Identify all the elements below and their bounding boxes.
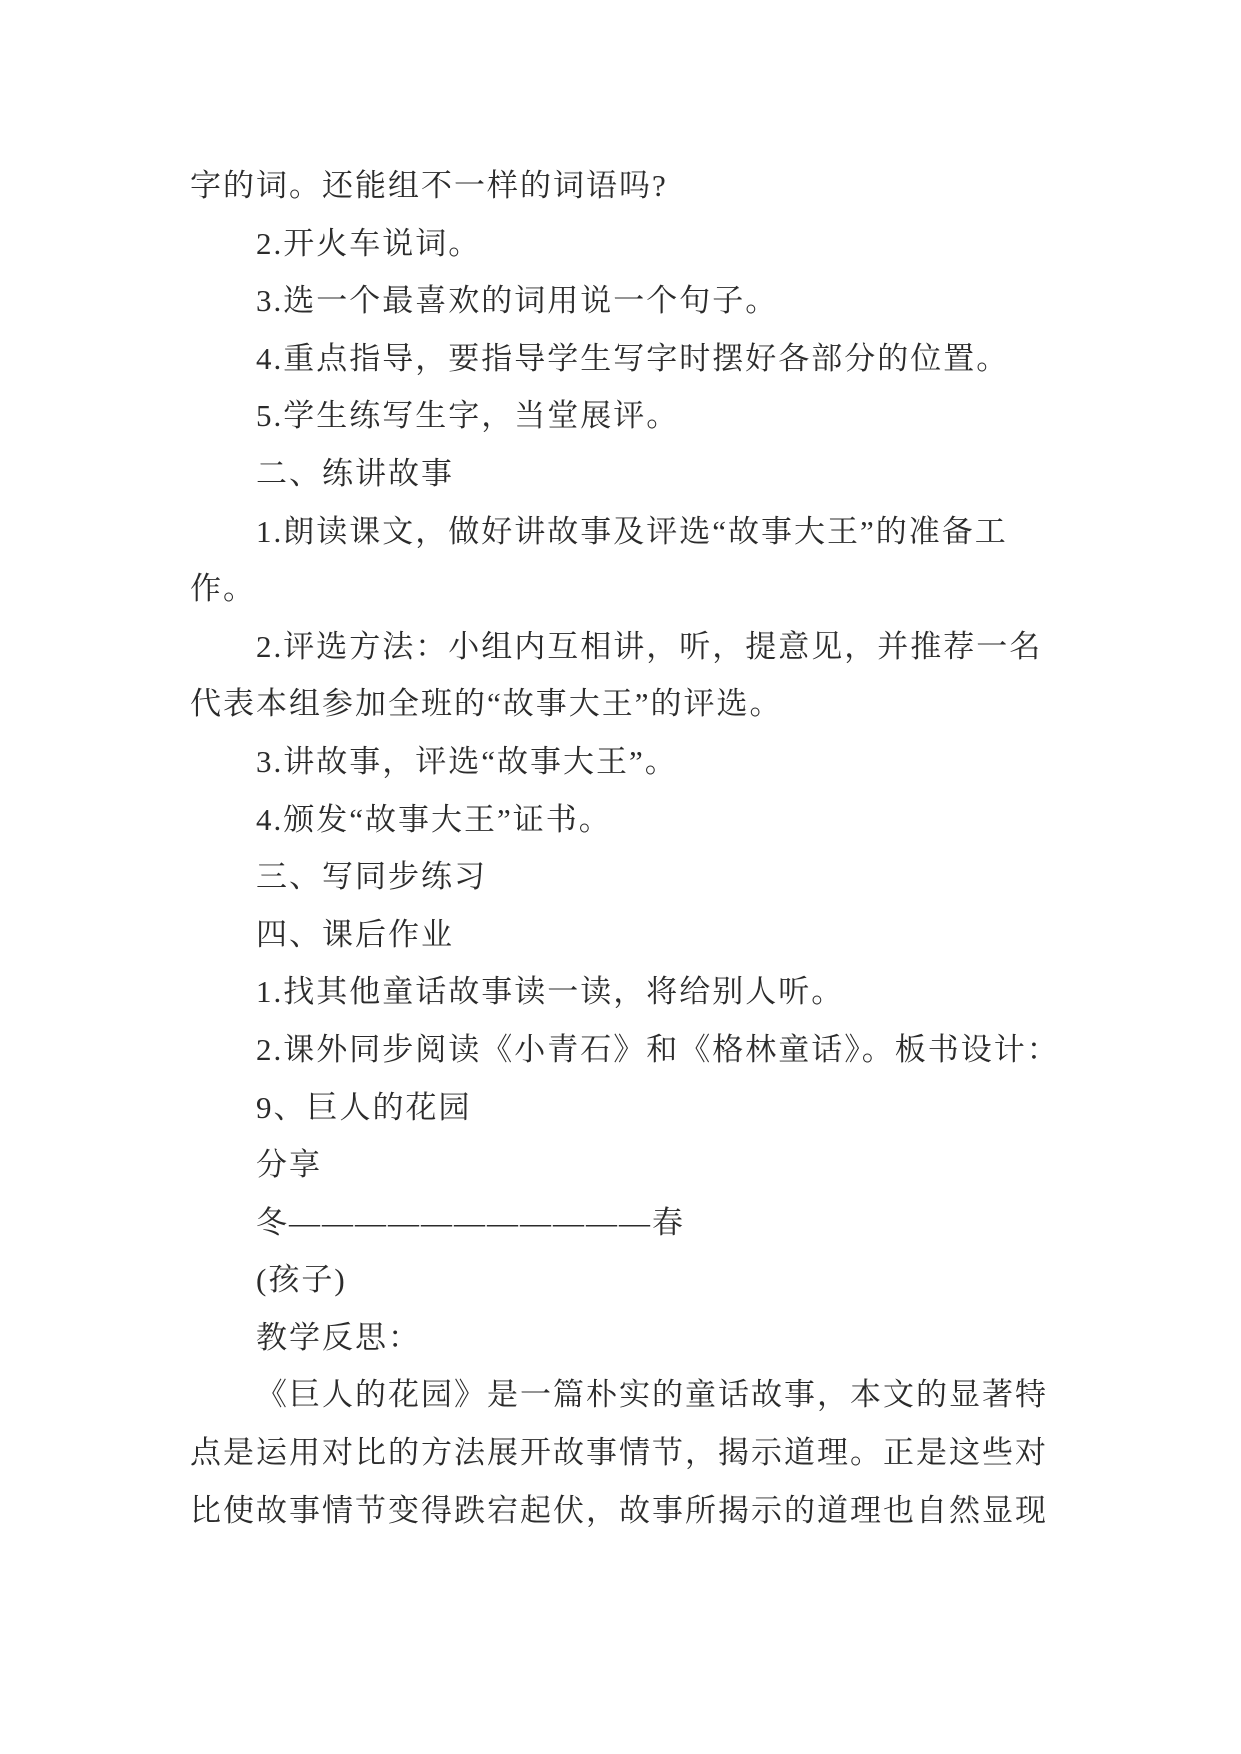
reflection-text-line: 比使故事情节变得跌宕起伏，故事所揭示的道理也自然显现: [190, 1492, 1048, 1528]
step-line: 2.开火车说词。: [256, 225, 482, 261]
step-line: 4.颁发“故事大王”证书。: [256, 801, 612, 837]
reflection-text-line: 点是运用对比的方法展开故事情节，揭示道理。正是这些对: [190, 1435, 1048, 1471]
reflection-text-line: 《巨人的花园》是一篇朴实的童话故事，本文的显著特: [256, 1377, 1048, 1413]
section-heading-four: 四、课后作业: [256, 916, 454, 952]
board-share-line: 分享: [256, 1147, 322, 1183]
step-line: 5.学生练写生字，当堂展评。: [256, 398, 680, 434]
step-line: 4.重点指导，要指导学生写字时摆好各部分的位置。: [256, 340, 1010, 376]
board-children-line: (孩子): [256, 1262, 347, 1298]
step-line: 1.朗读课文，做好讲故事及评选“故事大王”的准备工: [256, 513, 1008, 549]
step-line: 3.讲故事，评选“故事大王”。: [256, 743, 678, 779]
step-line: 2.课外同步阅读《小青石》和《格林童话》。板书设计：: [256, 1031, 1060, 1067]
text-line-continuation: 字的词。还能组不一样的词语吗?: [190, 168, 668, 203]
section-heading-three: 三、写同步练习: [256, 859, 487, 895]
step-line: 2.评选方法：小组内互相讲，听，提意见，并推荐一名: [256, 628, 1043, 664]
board-winter-spring-line: 冬———————————春: [256, 1204, 685, 1240]
document-text-block: [190, 157, 1090, 1539]
reflection-heading: 教学反思：: [256, 1319, 421, 1355]
step-line: 3.选一个最喜欢的词用说一个句子。: [256, 283, 779, 319]
section-heading-two: 二、练讲故事: [256, 455, 454, 491]
text-line-continuation: 作。: [190, 571, 256, 607]
step-line: 1.找其他童话故事读一读，将给别人听。: [256, 974, 845, 1010]
text-line-continuation: 代表本组参加全班的“故事大王”的评选。: [190, 686, 783, 722]
board-title-line: 9、巨人的花园: [256, 1089, 472, 1125]
